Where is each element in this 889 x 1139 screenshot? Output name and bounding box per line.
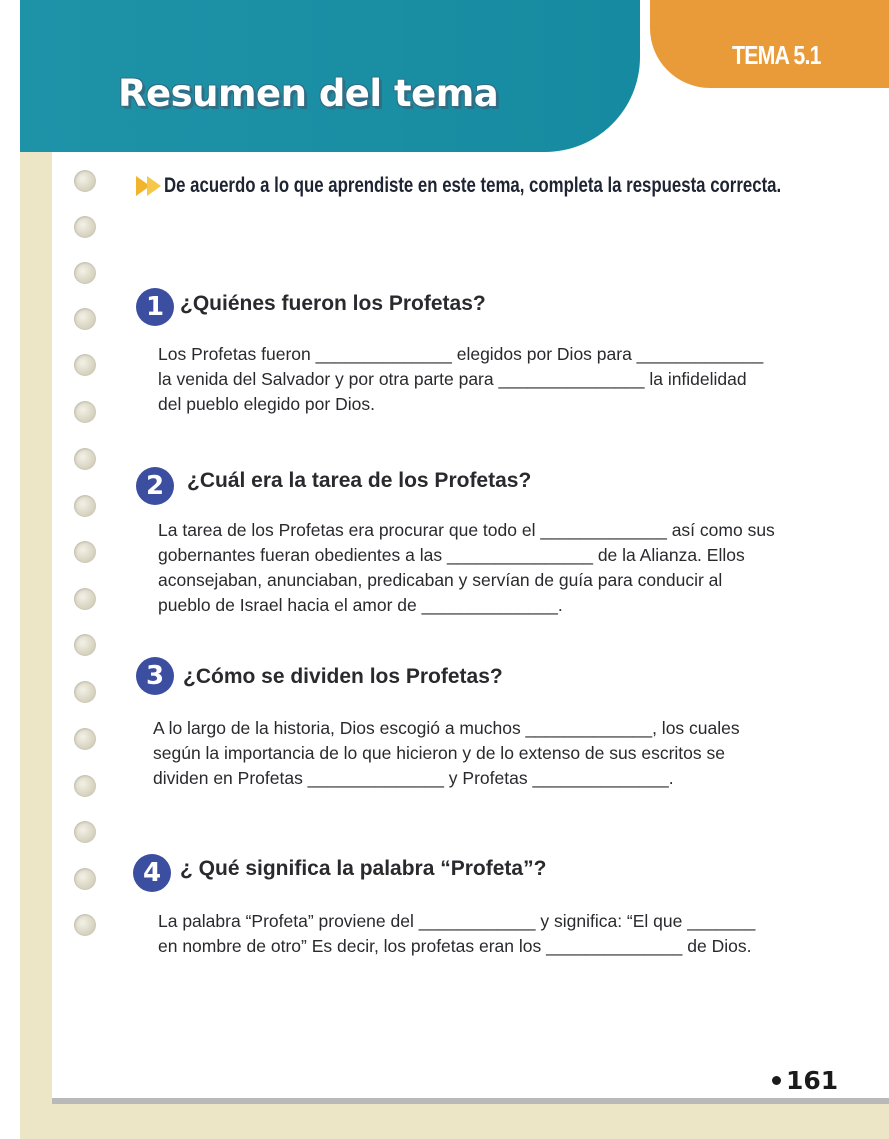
answer-line: dividen en Profetas ______________ y Profetas ______________. (153, 768, 674, 788)
instruction-text: De acuerdo a lo que aprendiste en este tema, completa la respuesta correcta. (164, 174, 782, 197)
answer-line: La palabra “Profeta” proviene del ____________ y significa: “El que _______ (158, 911, 756, 931)
question-title: ¿Cuál era la tarea de los Profetas? (187, 469, 532, 492)
binder-hole (74, 495, 96, 517)
question-body (158, 342, 763, 417)
notebook-bottom (20, 1104, 889, 1139)
answer-line: según la importancia de lo que hicieron y de lo extenso de sus escritos se (153, 743, 725, 763)
answer-line: A lo largo de la historia, Dios escogió a muchos _____________, los cuales (153, 718, 740, 738)
answer-line: Los Profetas fueron ______________ elegidos por Dios para _____________ (158, 344, 764, 364)
double-chevron-right-icon (136, 176, 158, 196)
notebook-margin (20, 150, 52, 1139)
binder-hole (74, 401, 96, 423)
question-body (158, 909, 755, 959)
answer-line: la venida del Salvador y por otra parte para _______________ la infidelidad (158, 369, 747, 389)
question-title: ¿Quiénes fueron los Profetas? (180, 292, 486, 315)
question-number-badge: 2 (136, 467, 174, 505)
answer-line: gobernantes fueran obedientes a las _______________ de la Alianza. Ellos (158, 545, 745, 565)
page-title: Resumen del tema (118, 72, 499, 115)
question-number-badge: 4 (133, 854, 171, 892)
page-edge (0, 0, 20, 1139)
answer-line: pueblo de Israel hacia el amor de ______________. (158, 595, 563, 615)
binder-hole (74, 588, 96, 610)
question-body (158, 518, 775, 618)
binder-hole (74, 868, 96, 890)
answer-line: del pueblo elegido por Dios. (158, 394, 375, 414)
question-title: ¿ Qué significa la palabra “Profeta”? (180, 857, 547, 880)
binder-hole (74, 262, 96, 284)
question-number-badge: 1 (136, 288, 174, 326)
binder-hole (74, 354, 96, 376)
binder-hole (74, 448, 96, 470)
answer-line: aconsejaban, anunciaban, predicaban y servían de guía para conducir al (158, 570, 723, 590)
binder-hole (74, 634, 96, 656)
binder-hole (74, 914, 96, 936)
question-body (153, 716, 740, 791)
binder-hole (74, 308, 96, 330)
binder-hole (74, 821, 96, 843)
binder-hole (74, 541, 96, 563)
binder-hole (74, 681, 96, 703)
binder-hole (74, 775, 96, 797)
question-title: ¿Cómo se dividen los Profetas? (183, 665, 503, 688)
answer-line: en nombre de otro” Es decir, los profetas eran los ______________ de Dios. (158, 936, 752, 956)
page-number-text: 161 (786, 1066, 839, 1095)
bullet-icon (772, 1076, 781, 1085)
instruction (136, 174, 889, 198)
question-number-badge: 3 (136, 657, 174, 695)
tema-label: TEMA 5.1 (732, 40, 821, 70)
binder-hole (74, 170, 96, 192)
binder-hole (74, 728, 96, 750)
page-number (772, 1066, 838, 1095)
answer-line: La tarea de los Profetas era procurar que todo el _____________ así como sus (158, 520, 775, 540)
binder-hole (74, 216, 96, 238)
